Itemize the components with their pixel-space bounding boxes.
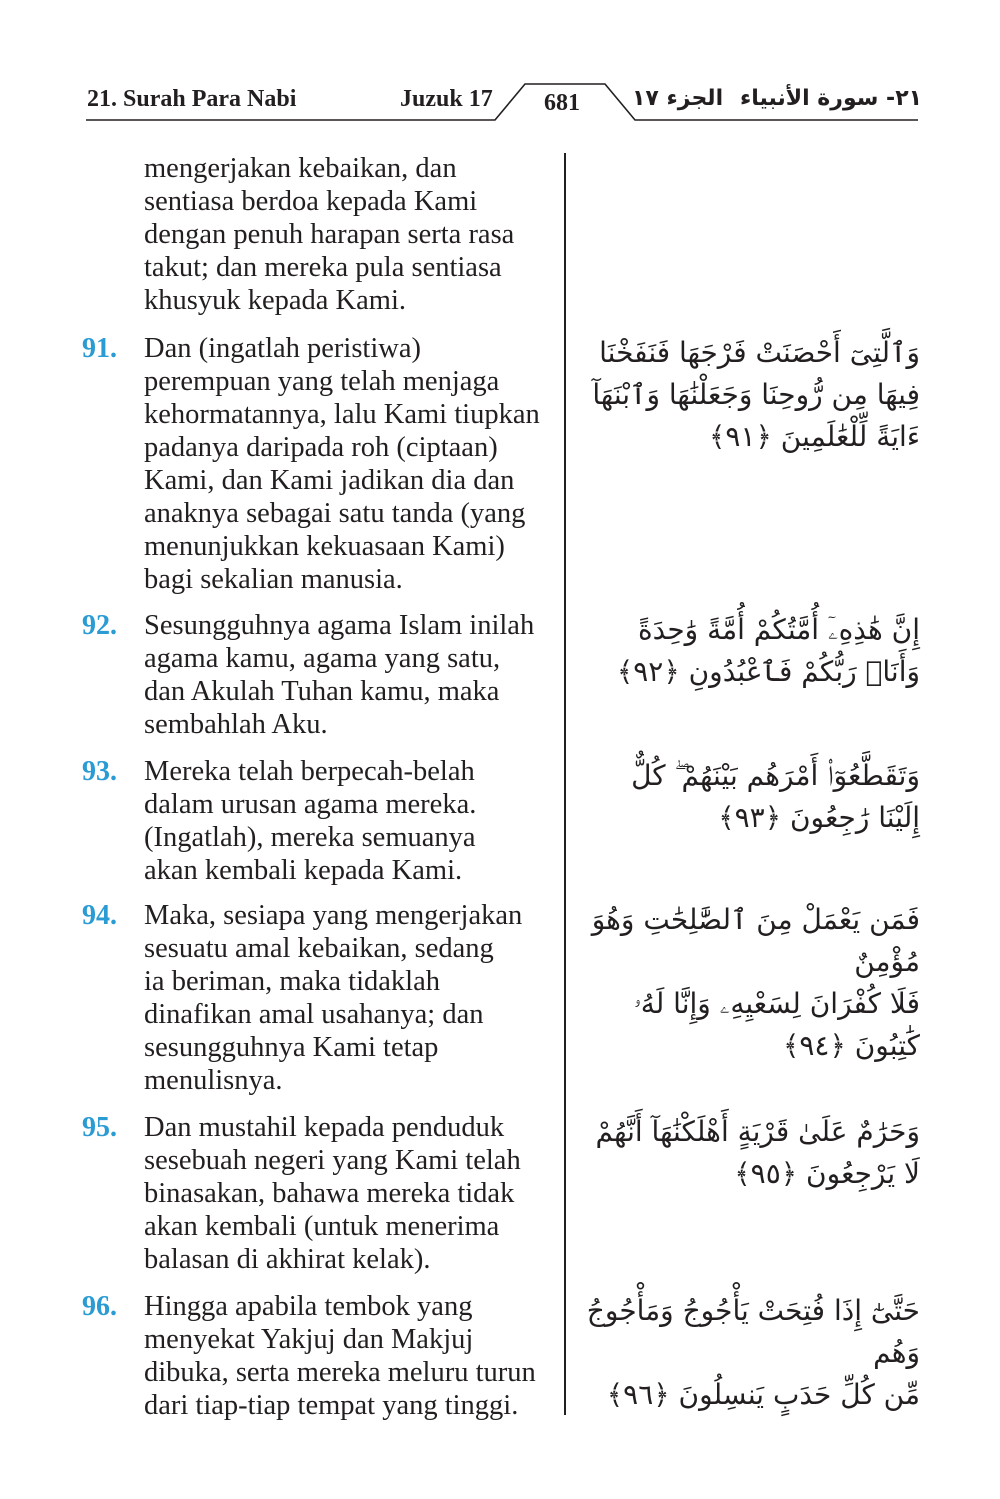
verse-translation: Mereka telah berpecah-belah dalam urusan agama mereka. (Ingatlah), mereka semuanya akan kembali kepada Kami. <box>144 756 477 886</box>
verse-translation: Sesungguhnya agama Islam inilah agama kamu, agama yang satu, dan Akulah Tuhan kamu, maka sembahlah Aku. <box>144 610 535 740</box>
juzuk-label-latin: Juzuk 17 <box>400 86 493 112</box>
verse-94 <box>82 899 562 1097</box>
verse-91-arabic: وَٱلَّتِىٓ أَحْصَنَتْ فَرْجَهَا فَنَفَخْنَا فِيهَا مِن رُّوحِنَا وَجَعَلْنَٰهَا وَٱبْنَهَآ ءَايَةً لِّلْعَٰلَمِينَ ﴿٩١﴾ <box>592 336 920 453</box>
column-divider <box>564 153 566 1415</box>
verse-93-arabic: وَتَقَطَّعُوٓا۟ أَمْرَهُم بَيْنَهُمْ ۖ كُلٌّ إِلَيْنَا رَٰجِعُونَ ﴿٩٣﴾ <box>631 759 920 834</box>
verse-number: 96. <box>82 1291 117 1322</box>
continuation-block <box>82 152 562 317</box>
verse-number: 95. <box>82 1112 117 1143</box>
verse-translation: Dan mustahil kepada penduduk sesebuah negeri yang Kami telah binasakan, bahawa mereka tidak akan kembali (untuk menerima balasan di akhirat kelak). <box>144 1112 521 1275</box>
verse-93 <box>82 755 562 887</box>
page-header <box>0 0 1000 130</box>
verse-91 <box>82 332 562 596</box>
verse-92 <box>82 609 562 741</box>
verse-translation: Dan (ingatlah peristiwa) perempuan yang telah menjaga kehormatannya, lalu Kami tiupkan padanya daripada roh (ciptaan) Kami, dan Kami jadikan dia dan anaknya sebagai satu tanda (yang menunjukkan kekuasaan Kami) bagi sekalian manusia. <box>144 333 540 595</box>
verse-number: 93. <box>82 756 117 787</box>
verse-95 <box>82 1111 562 1276</box>
verse-number: 92. <box>82 610 117 641</box>
verse-translation: Hingga apabila tembok yang menyekat Yakjuj dan Makjuj dibuka, serta mereka meluru turun dari tiap-tiap tempat yang tinggi. <box>144 1291 536 1421</box>
surah-name-arabic: ٢١- سورة الأنبياء <box>740 86 923 111</box>
verse-96 <box>82 1290 562 1422</box>
verse-95-arabic: وَحَرَٰمٌ عَلَىٰ قَرْيَةٍ أَهْلَكْنَٰهَآ أَنَّهُمْ لَا يَرْجِعُونَ ﴿٩٥﴾ <box>595 1115 920 1190</box>
verse-number: 91. <box>82 333 117 364</box>
verse-92-arabic: إِنَّ هَٰذِهِۦٓ أُمَّتُكُمْ أُمَّةً وَٰحِدَةً وَأَنَا۠ رَبُّكُمْ فَٱعْبُدُونِ ﴿٩٢﴾ <box>616 613 920 688</box>
continuation-text: mengerjakan kebaikan, dan sentiasa berdoa kepada Kami dengan penuh harapan serta rasa takut; dan mereka pula sentiasa khusyuk kepada Kami. <box>144 153 515 316</box>
juz-label-arabic: الجزء ١٧ <box>632 86 724 111</box>
verse-translation: Maka, sesiapa yang mengerjakan sesuatu amal kebaikan, sedang ia beriman, maka tidaklah dinafikan amal usahanya; dan sesungguhnya Kami tetap menulisnya. <box>144 900 523 1096</box>
verse-94-arabic: فَمَن يَعْمَلْ مِنَ ٱلصَّٰلِحَٰتِ وَهُوَ مُؤْمِنٌ فَلَا كُفْرَانَ لِسَعْيِهِۦ وَإِنَّا لَهُۥ كَٰتِبُونَ ﴿٩٤﴾ <box>591 903 920 1062</box>
verse-number: 94. <box>82 900 117 931</box>
verse-96-arabic: حَتَّىٰٓ إِذَا فُتِحَتْ يَأْجُوجُ وَمَأْجُوجُ وَهُم مِّن كُلِّ حَدَبٍ يَنسِلُونَ ﴿٩٦﴾ <box>586 1294 920 1411</box>
page-number: 681 <box>544 90 580 116</box>
surah-name-latin: 21. Surah Para Nabi <box>87 86 297 112</box>
